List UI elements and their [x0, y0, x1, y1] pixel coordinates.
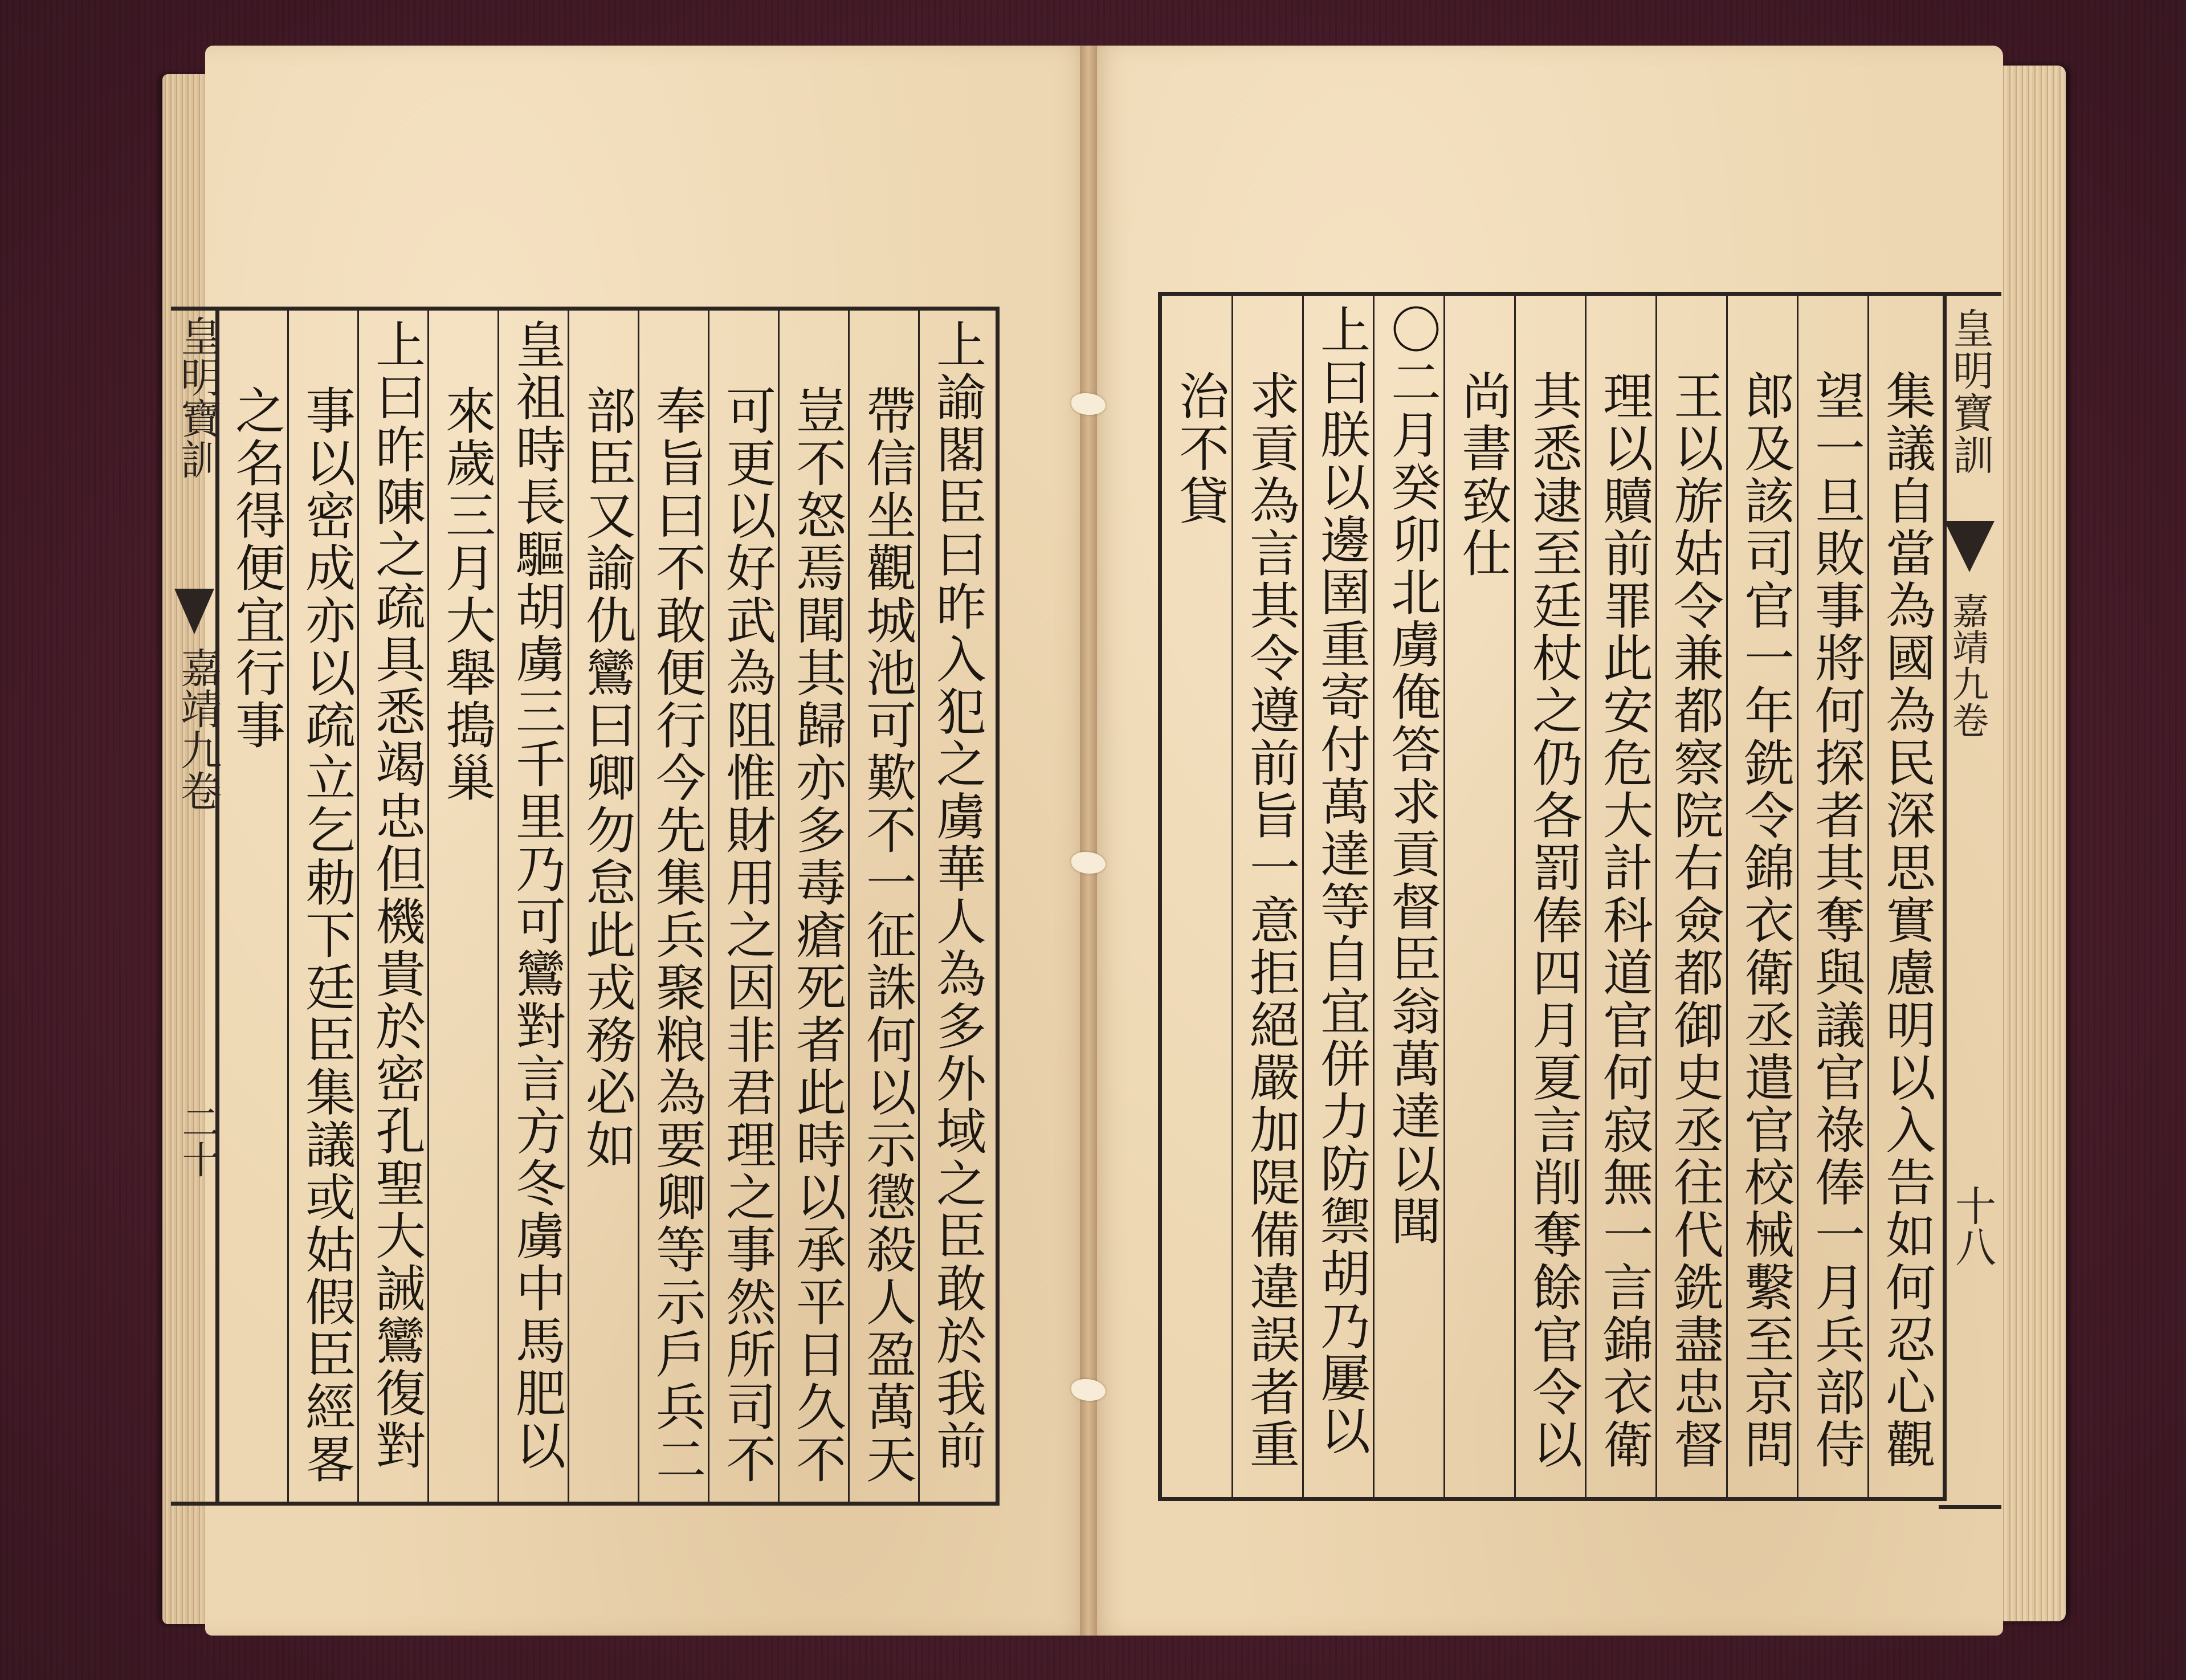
- left-margin-volume: 嘉靖九卷: [174, 647, 222, 811]
- text-column: 之名得便宜行事: [227, 385, 286, 752]
- text-column: 事以密成亦以疏立乞勅下廷臣集議或姑假臣經畧: [297, 385, 356, 1486]
- fish-tail-mark: [1944, 521, 1995, 572]
- text-column: 〇二月癸卯北虜俺答求貢督臣翁萬達以聞: [1383, 304, 1442, 1247]
- text-column: 上曰朕以邊圉重寄付萬達等自宜併力防禦胡乃屢以: [1312, 304, 1371, 1457]
- right-margin-title: 皇明寶訓: [1946, 307, 1994, 476]
- text-column: 尚書致仕: [1454, 370, 1512, 580]
- left-margin-title: 皇明寶訓: [174, 315, 222, 479]
- right-page-stack-edge: [1995, 66, 2066, 1621]
- text-column: 部臣又諭仇鸞曰卿勿怠此戎務必如: [578, 385, 637, 1171]
- text-column: 帶信坐觀城池可歎不一征誅何以示懲殺人盈萬天: [858, 385, 917, 1486]
- text-column: 王以旂姑令兼都察院右僉都御史丞往代銑盡忠督: [1666, 370, 1724, 1471]
- text-column: 豈不怒焉聞其歸亦多毒瘡死者此時以承平日久不: [788, 385, 847, 1486]
- text-column: 理以贖前罪此安危大計科道官何寂無一言錦衣衛: [1595, 370, 1654, 1471]
- text-column: 皇祖時長驅胡虜三千里乃可鸞對言方冬虜中馬肥以: [508, 319, 566, 1472]
- text-column: 可更以好武為阻惟財用之因非君理之事然所司不: [718, 385, 777, 1486]
- text-column: 奉旨曰不敢便行今先集兵聚粮為要卿等示戶兵二: [648, 385, 707, 1486]
- right-margin-volume: 嘉靖九卷: [1946, 592, 1988, 738]
- right-margin-page-number: 十八: [1948, 1185, 1996, 1267]
- left-text-frame: [215, 307, 1000, 1506]
- left-margin-band: [171, 307, 222, 1506]
- text-column: 上諭閣臣曰昨入犯之虜華人為多外域之臣敢於我前: [928, 319, 987, 1472]
- text-column: 其悉逮至廷杖之仍各罰俸四月夏言削奪餘官令以: [1524, 370, 1583, 1471]
- text-column: 來歲三月大舉搗巢: [438, 385, 496, 804]
- right-margin-band: [1939, 292, 2001, 1509]
- text-column: 上曰昨陳之疏具悉竭忠但機貴於密孔聖大誡鸞復對: [368, 319, 426, 1472]
- text-column: 集議自當為國為民深思實慮明以入告如何忍心觀: [1878, 370, 1936, 1471]
- fish-tail-mark: [174, 589, 214, 634]
- text-column: 望一旦敗事將何探者其奪與議官祿俸一月兵部侍: [1807, 370, 1866, 1471]
- left-margin-page-number: 二十: [176, 1103, 219, 1178]
- text-column: 求貢為言其令遵前旨一意拒絕嚴加隄備違誤者重: [1242, 370, 1300, 1471]
- right-text-frame: [1158, 292, 1947, 1501]
- text-column: 治不貸: [1171, 370, 1230, 527]
- text-column: 郎及該司官一年銑令錦衣衛丞遣官校械繫至京問: [1736, 370, 1795, 1471]
